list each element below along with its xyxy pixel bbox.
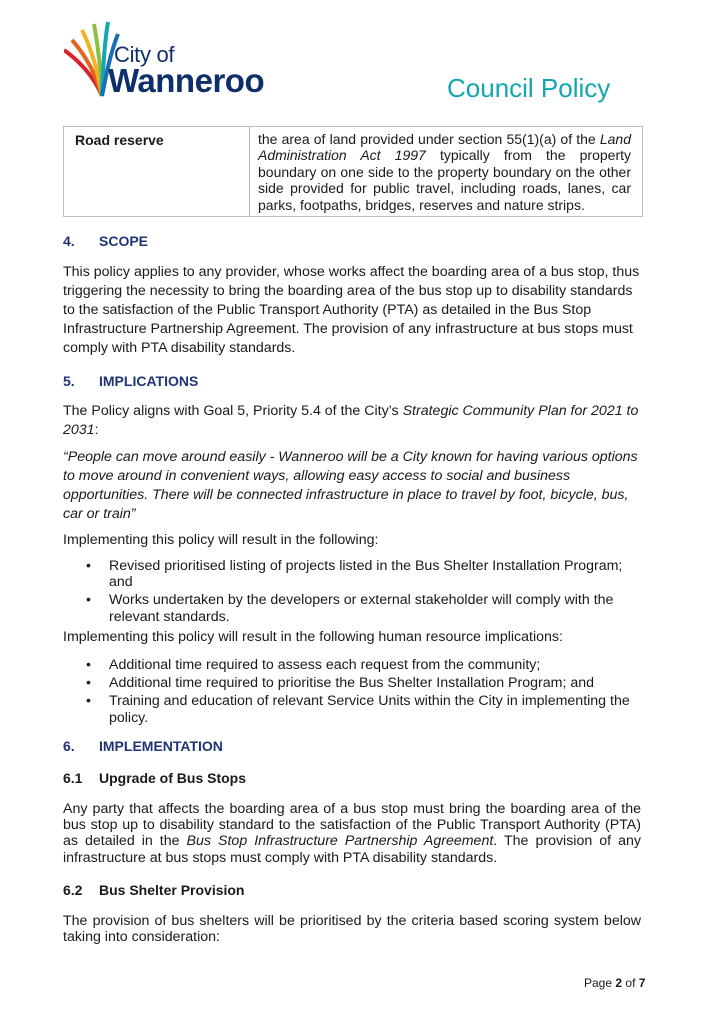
- list-item: • Revised prioritised listing of projects listed in the Bus Shelter Installation Program; and: [63, 558, 641, 590]
- subsection-heading-6-2: [63, 882, 244, 898]
- subsection-heading-6-1: [63, 770, 246, 786]
- section-number: 5.: [63, 373, 75, 389]
- document-title: Council Policy: [447, 73, 611, 103]
- subsection-number: 6.2: [63, 882, 83, 898]
- shelter-paragraph: The provision of bus shelters will be prioritised by the criteria based scoring system below taking into consideration:: [63, 913, 641, 946]
- logo-text-city-of: City of: [114, 42, 175, 67]
- upgrade-text-part2: . The provision of any infrastructure at bus stops must comply with PTA disability standards.: [63, 833, 641, 866]
- scope-paragraph: This policy applies to any provider, whose works affect the boarding area of a bus stop, thus triggering the necessity to bring the boarding area of the bus stop up to disability standards to the satisfaction of the Public Transport Authority (PTA) as detailed in the Bus Stop Infrastructure Partnership Agreement. The provision of any infrastructure at bus stops must comply with PTA disability standards.: [63, 264, 640, 357]
- section-number: 4.: [63, 233, 75, 249]
- definition-text-part1: the area of land provided under section 55(1)(a) of the: [258, 131, 600, 147]
- list-item: • Additional time required to prioritise the Bus Shelter Installation Program; and: [63, 675, 641, 691]
- section-title: SCOPE: [99, 233, 149, 249]
- page-label: Page: [584, 976, 613, 990]
- plan-name: Strategic Community Plan for 2021 to 2031: [63, 403, 639, 439]
- section-title: IMPLICATIONS: [99, 373, 199, 389]
- definition-text: [258, 131, 631, 213]
- section-title: IMPLEMENTATION: [99, 738, 223, 754]
- agreement-name: Bus Stop Infrastructure Partnership Agreement: [186, 833, 494, 850]
- subsection-title: Bus Shelter Provision: [99, 882, 245, 898]
- vision-quote: “People can move around easily - Wanneroo will be a City known for having various options to move around in convenient ways, allowing easy access to social and business opportunities. There will be connected infrastructure in place to travel by foot, bicycle, bus, car or train”: [63, 449, 638, 523]
- subsection-number: 6.1: [63, 770, 83, 786]
- subsection-title: Upgrade of Bus Stops: [99, 770, 247, 786]
- section-heading-implications: [63, 373, 198, 389]
- list2-intro: Implementing this policy will result in the following human resource implications:: [63, 629, 563, 645]
- page-of: of: [625, 976, 636, 990]
- implications-list-1: [63, 558, 641, 627]
- list-item: • Works undertaken by the developers or external stakeholder will comply with the relevant standards.: [63, 592, 641, 624]
- list-item: • Training and education of relevant Service Units within the City in implementing the policy.: [63, 693, 641, 725]
- intro-text: The Policy aligns with Goal 5, Priority 5.4 of the City’s: [63, 403, 403, 419]
- implications-intro: [63, 402, 641, 440]
- upgrade-text-part1: Any party that affects the boarding area of a bus stop must bring the boarding area of the bus stop up to disability standard to the satisfaction of the Public Transport Authority (PTA) as detailed in the: [63, 801, 641, 850]
- definition-term: Road reserve: [75, 132, 164, 148]
- section-heading-implementation: [63, 738, 223, 754]
- logo-text-wanneroo: Wanneroo: [108, 62, 265, 99]
- definition-table: [63, 126, 643, 217]
- intro-colon: :: [94, 422, 99, 439]
- definition-act-name: Land Administration Act 1997: [258, 131, 631, 164]
- definition-text-part2: typically from the property boundary on one side to the property boundary on the other side provided for public travel, including roads, lanes, car parks, footpaths, bridges, reserves and nature strips.: [258, 147, 632, 213]
- section-number: 6.: [63, 738, 75, 754]
- section-heading-scope: [63, 233, 148, 249]
- term-cell: [64, 127, 250, 216]
- implications-list-2: [63, 657, 641, 728]
- page-total: 7: [638, 976, 646, 990]
- list-item: • Additional time required to assess each request from the community;: [63, 657, 641, 673]
- page-current: 2: [615, 976, 623, 990]
- upgrade-paragraph: [63, 801, 641, 866]
- page-number: [584, 976, 645, 990]
- list1-intro: Implementing this policy will result in the following:: [63, 532, 379, 548]
